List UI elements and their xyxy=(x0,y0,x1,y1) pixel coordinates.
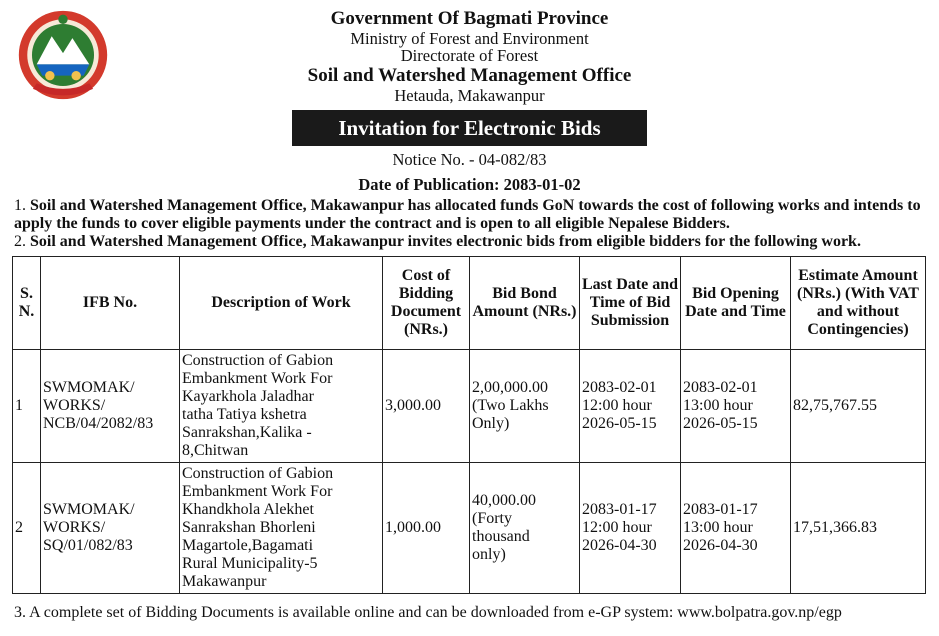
paragraph-1-text: Soil and Watershed Management Office, Makawanpur has allocated funds GoN towards the cost of following works and intends to apply the funds to cover eligible payments under the contract and is open to all eligible Nepalese Bidders. xyxy=(14,197,921,232)
cell-opening xyxy=(681,350,791,463)
header-sn: S. N. xyxy=(13,257,41,350)
description-line: Makawanpur xyxy=(182,573,267,590)
header-last-date: Last Date and Time of Bid Submission xyxy=(580,257,681,350)
paragraph-2-number: 2. xyxy=(14,233,26,250)
cell-cost: 3,000.00 xyxy=(383,350,470,463)
cell-bid-bond xyxy=(470,350,580,463)
header-estimate: Estimate Amount (NRs.) (With VAT and without Contingencies) xyxy=(791,257,926,350)
description-line: Construction of Gabion xyxy=(182,352,334,369)
ifb-line: SWMOMAK/ xyxy=(43,501,135,518)
bond-line: (Two Lakhs xyxy=(472,397,549,414)
office-name: Soil and Watershed Management Office xyxy=(307,65,632,86)
publication-date: Date of Publication: 2083-01-02 xyxy=(358,175,581,194)
ifb-line: SWMOMAK/ xyxy=(43,379,135,396)
notice-title: Invitation for Electronic Bids xyxy=(292,110,647,146)
table-row xyxy=(13,463,926,594)
header-opening: Bid Opening Date and Time xyxy=(681,257,791,350)
last-date-line: 12:00 hour xyxy=(582,397,652,414)
bond-line: (Forty xyxy=(472,510,512,527)
bond-line: 40,000.00 xyxy=(472,492,536,509)
cell-bid-bond xyxy=(470,463,580,594)
cell-opening xyxy=(681,463,791,594)
cell-ifb-no xyxy=(41,463,180,594)
directorate-name: Directorate of Forest xyxy=(400,46,539,65)
cell-ifb-no xyxy=(41,350,180,463)
description-line: tatha Tatiya kshetra xyxy=(182,406,307,423)
description-line: Construction of Gabion xyxy=(182,465,334,482)
opening-line: 2083-01-17 xyxy=(683,501,758,518)
paragraph-2-text: Soil and Watershed Management Office, Makawanpur invites electronic bids from eligible bidders for the following work. xyxy=(30,233,861,250)
ifb-line: NCB/04/2082/83 xyxy=(43,415,154,432)
description-line: Sanrakshan Bhorleni xyxy=(182,519,316,536)
last-date-line: 2083-01-17 xyxy=(582,501,657,518)
ifb-line: SQ/01/082/83 xyxy=(43,537,133,554)
description-line: Embankment Work For xyxy=(182,483,333,500)
description-line: Magartole,Bagamati xyxy=(182,537,314,554)
ministry-name: Ministry of Forest and Environment xyxy=(350,29,589,48)
opening-line: 13:00 hour xyxy=(683,519,753,536)
description-line: Embankment Work For xyxy=(182,370,333,387)
cell-sn: 1 xyxy=(13,350,41,463)
last-date-line: 12:00 hour xyxy=(582,519,652,536)
header-ifb-no: IFB No. xyxy=(41,257,180,350)
table-row xyxy=(13,350,926,463)
bond-line: Only) xyxy=(472,415,510,432)
ifb-line: WORKS/ xyxy=(43,397,106,414)
cell-estimate: 82,75,767.55 xyxy=(791,350,926,463)
header-bid-bond: Bid Bond Amount (NRs.) xyxy=(470,257,580,350)
cell-cost: 1,000.00 xyxy=(383,463,470,594)
description-line: Sanrakshan,Kalika - xyxy=(182,424,312,441)
description-line: 8,Chitwan xyxy=(182,442,249,459)
description-line: Khandkhola Alekhet xyxy=(182,501,314,518)
paragraph-2 xyxy=(14,233,929,251)
bond-line: thousand xyxy=(472,528,530,545)
opening-line: 2083-02-01 xyxy=(683,379,758,396)
opening-line: 2026-04-30 xyxy=(683,537,758,554)
cell-description xyxy=(180,463,383,594)
cell-estimate: 17,51,366.83 xyxy=(791,463,926,594)
header-cost: Cost of Bidding Document (NRs.) xyxy=(383,257,470,350)
paragraph-3: 3. A complete set of Bidding Documents is available online and can be downloaded from e-GP system: www.bolpatra.gov.np/egp xyxy=(14,604,842,621)
cell-last-date xyxy=(580,350,681,463)
notice-number: Notice No. - 04-082/83 xyxy=(392,150,547,169)
cell-description xyxy=(180,350,383,463)
ifb-line: WORKS/ xyxy=(43,519,106,536)
header-description: Description of Work xyxy=(180,257,383,350)
opening-line: 2026-05-15 xyxy=(683,415,758,432)
description-line: Rural Municipality-5 xyxy=(182,555,318,572)
table-header-row xyxy=(13,257,926,350)
description-line: Kayarkhola Jaladhar xyxy=(182,388,314,405)
last-date-line: 2026-04-30 xyxy=(582,537,657,554)
government-name: Government Of Bagmati Province xyxy=(330,8,609,29)
office-location: Hetauda, Makawanpur xyxy=(394,86,545,105)
paragraph-1 xyxy=(14,197,929,233)
bond-line: only) xyxy=(472,546,506,563)
last-date-line: 2026-05-15 xyxy=(582,415,657,432)
bids-table xyxy=(12,256,926,594)
last-date-line: 2083-02-01 xyxy=(582,379,657,396)
cell-last-date xyxy=(580,463,681,594)
opening-line: 13:00 hour xyxy=(683,397,753,414)
paragraph-1-number: 1. xyxy=(14,197,26,214)
cell-sn: 2 xyxy=(13,463,41,594)
bond-line: 2,00,000.00 xyxy=(472,379,548,396)
